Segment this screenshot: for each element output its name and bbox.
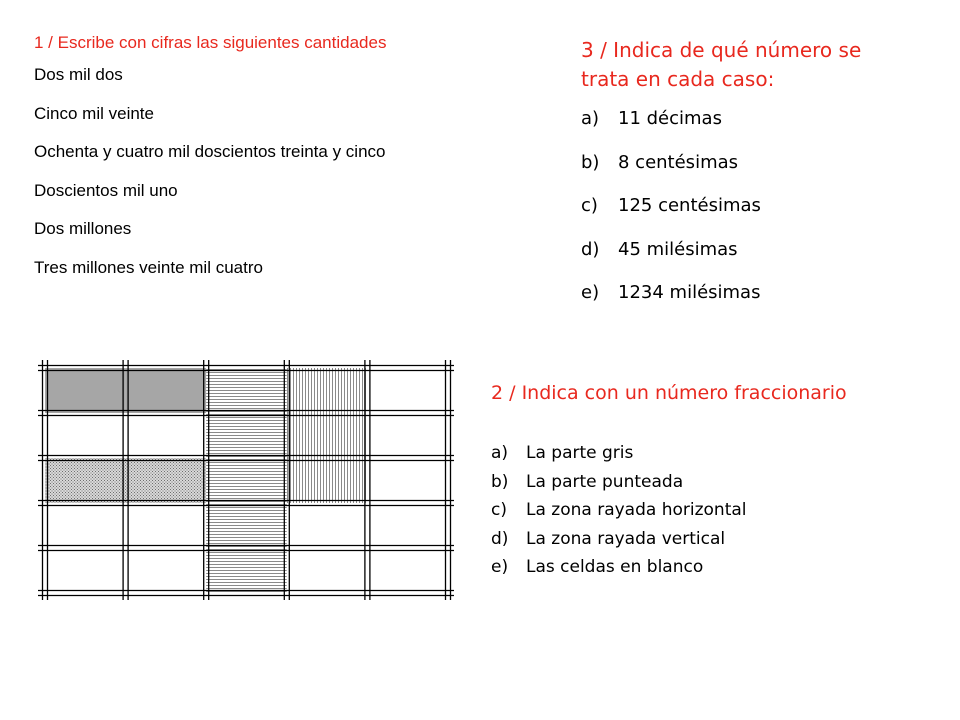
list-item [581,278,761,322]
list-item: Dos millones [34,219,132,238]
grid-cell-blank [45,413,126,458]
grid-cell-dotted [126,458,207,503]
list-item: Ochenta y cuatro mil doscientos treinta y cinco [34,142,386,161]
list-text: 45 milésimas [618,238,738,260]
list-item [491,440,747,469]
list-marker: e) [491,557,509,577]
list-marker: c) [491,500,507,520]
list-marker: c) [581,195,598,216]
grid-cell-horizontal [206,458,287,503]
list-text: Las celdas en blanco [526,557,704,577]
grid-cell-vertical [287,458,368,503]
list-marker: d) [581,238,600,260]
grid-cell-blank [287,548,368,593]
list-item [581,104,761,148]
list-item [581,148,761,192]
list-item: Tres millones veinte mil cuatro [34,257,263,277]
list-marker: b) [581,151,600,173]
list-marker: e) [581,282,600,303]
grid-cell-blank [367,368,448,413]
section-2-title: 2 / Indica con un número fraccionario [491,382,847,404]
list-text: La parte punteada [526,471,684,492]
section-3-list [581,104,761,322]
list-marker: a) [581,108,600,129]
list-text: La zona rayada horizontal [526,500,747,520]
list-item: Dos mil dos [34,65,123,84]
grid-cell-horizontal [206,503,287,548]
grid-cell-blank [45,503,126,548]
list-item [581,235,761,279]
list-text: La zona rayada vertical [526,528,726,549]
grid-cell-blank [367,413,448,458]
list-text: La parte gris [526,443,634,463]
list-item [491,526,747,555]
list-item: Cinco mil veinte [34,103,154,123]
grid-cell-dotted [45,458,126,503]
grid-cell-vertical [287,368,368,413]
list-text: 8 centésimas [618,151,739,173]
list-item [581,191,761,235]
grid-cell-vertical [287,413,368,458]
list-item [491,554,747,583]
grid-cell-blank [126,503,207,548]
list-text: 11 décimas [618,108,722,129]
list-text: 125 centésimas [618,195,761,216]
section-1-list [34,62,386,293]
list-text: 1234 milésimas [618,282,761,303]
grid-cell-horizontal [206,548,287,593]
grid-cell-blank [287,503,368,548]
grid-cell-horizontal [206,368,287,413]
grid-cell-blank [45,548,126,593]
section-1-title: 1 / Escribe con cifras las siguientes cantidades [34,33,387,52]
grid-cell-blank [367,548,448,593]
grid-cell-blank [126,413,207,458]
grid-cell-blank [367,458,448,503]
section-2-list [491,440,747,583]
list-marker: a) [491,443,509,463]
section-3-title: 3 / Indica de qué número se trata en cada caso: [581,38,862,91]
list-marker: d) [491,528,509,549]
grid-cell-gray [126,368,207,413]
grid-cell-horizontal [206,413,287,458]
list-marker: b) [491,471,509,492]
list-item: Doscientos mil uno [34,180,178,200]
grid-cell-blank [367,503,448,548]
fraction-grid [38,360,454,600]
list-item [491,497,747,526]
grid-cell-blank [126,548,207,593]
grid-cell-gray [45,368,126,413]
list-item [491,469,747,498]
